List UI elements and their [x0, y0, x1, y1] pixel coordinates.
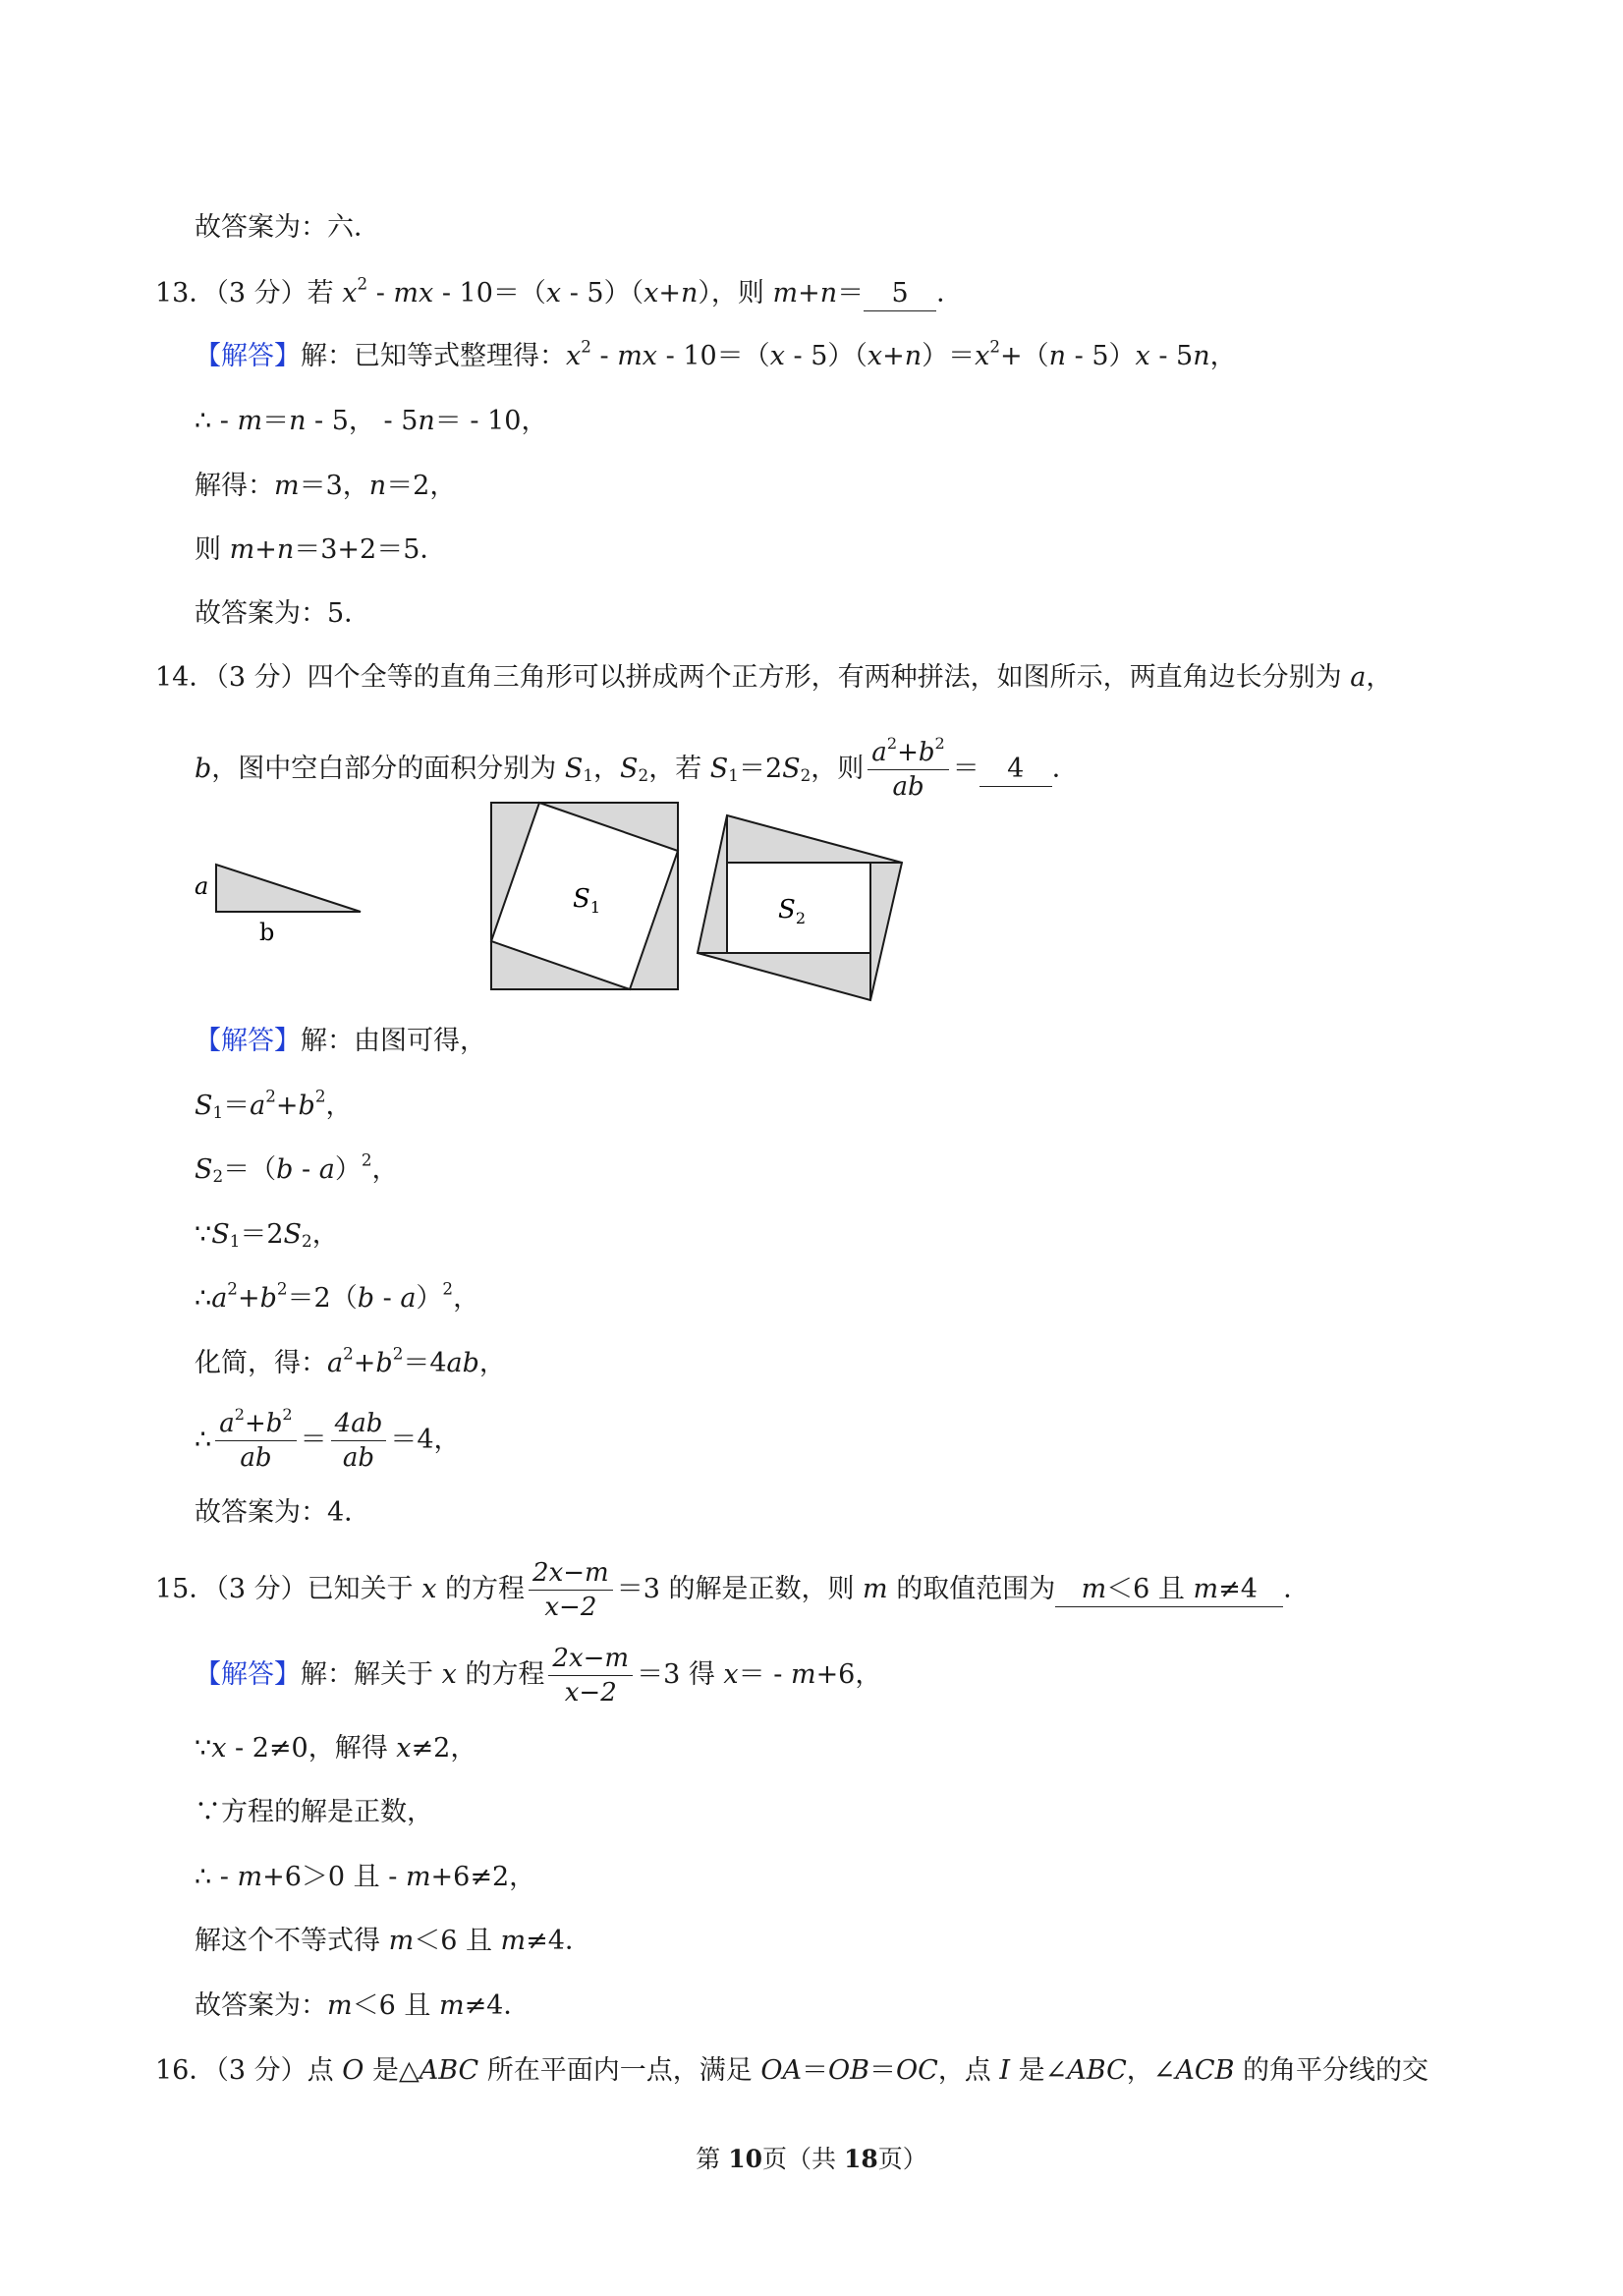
solution-13-line-5: 故答案为：5． — [195, 598, 371, 629]
inner-square-s2-shape — [727, 863, 870, 953]
solution-15-line-3: ∵方程的解是正数， — [195, 1797, 433, 1827]
solution-15-line-6: 故答案为：m＜6 且 m≠4． — [195, 1990, 531, 2021]
question-14-line-1: 14．（3 分）四个全等的直角三角形可以拼成两个正方形，有两种拼法，如图所示，两直角边长分别为 a， — [155, 662, 1393, 693]
solution-tag: 【解答】 — [195, 1659, 301, 1690]
right-triangle — [216, 865, 361, 912]
solution-13-line-3: 解得：m＝3，n＝2， — [195, 471, 457, 501]
fraction: $\frac{2x-m}{x-2}$ — [548, 1642, 633, 1709]
solution-14-line-6: 化简，得：$a^2+b^2=4ab$， — [195, 1343, 506, 1378]
solution-14-line-4: $\because S_1=2S_2$， — [195, 1219, 339, 1252]
page-number: 10 — [728, 2145, 762, 2173]
question-15: 15．（3 分）已知关于 x 的方程 $\frac{2x-m}{x-2}$ ＝3 的解是正数，则 m 的取值范围为 m＜6 且 m≠4 ． — [155, 1558, 1311, 1622]
label-a: a — [195, 872, 209, 900]
solution-14-line-1: 【解答】解：由图可得， — [195, 1026, 486, 1056]
answer-line-q12: 故答案为：六． — [195, 212, 380, 243]
question-16: 16．（3 分）点 O 是△ABC 所在平面内一点，满足 OA＝OB＝OC，点 I 是∠ABC，∠ACB 的角平分线的交 — [155, 2055, 1429, 2086]
solution-14-line-5: $\therefore a^2+b^2=2(b - a)^2$， — [195, 1278, 480, 1314]
solution-14-line-2: $S_1=a^2+b^2$， — [195, 1086, 353, 1123]
fraction: $\frac{2x-m}{x-2}$ — [529, 1556, 613, 1624]
solution-13-line-2: ∴ - m＝n - 5， - 5n＝ - 10， — [195, 406, 548, 436]
page-total: 18 — [843, 2145, 878, 2173]
question-13: 13．（3 分）若 $x^2$ - mx - 10＝（x - 5）（x+n），则 m+n＝ 5 ． — [155, 274, 963, 313]
label-s1: $S_1$ — [573, 884, 600, 917]
solution-15-line-5: 解这个不等式得 m＜6 且 m≠4． — [195, 1926, 591, 1956]
answer-blank: 5 — [864, 277, 936, 311]
solution-tag: 【解答】 — [195, 341, 301, 371]
label-s2: $S_2$ — [778, 895, 806, 927]
answer-blank: 4 — [979, 753, 1052, 787]
solution-15-line-2: ∵x - 2≠0，解得 x≠2， — [195, 1733, 477, 1764]
solution-14-line-8: 故答案为：4． — [195, 1497, 371, 1528]
solution-15-line-1: 【解答】解：解关于 x 的方程 $\frac{2x-m}{x-2}$ ＝3 得 x＝ - m+6， — [195, 1644, 882, 1708]
fraction: $\frac{a^2+b^2}{ab}$ — [215, 1407, 296, 1475]
page-footer: 第 10页（共 18页） — [696, 2145, 927, 2173]
solution-tag: 【解答】 — [195, 1026, 301, 1056]
fraction: $\frac{4ab}{ab}$ — [331, 1407, 387, 1475]
solution-15-line-4: ∴ - m+6＞0 且 - m+6≠2， — [195, 1862, 536, 1892]
fraction: $\frac{a^2+b^2}{ab}$ — [867, 736, 948, 804]
solution-13-line-4: 则 m+n＝3+2＝5． — [195, 534, 447, 565]
solution-13-line-1: 【解答】解：已知等式整理得：$x^2$ - mx - $10=(x - 5)(x+n)=x^2+(n - 5)x - 5n$， — [195, 336, 1237, 371]
answer-blank: m＜6 且 m≠4 — [1055, 1573, 1283, 1607]
label-b: b — [259, 919, 275, 946]
solution-14-line-3: $S_2=(b - a)^2$， — [195, 1149, 399, 1187]
question-14-line-2: b，图中空白部分的面积分别为 $S_1$，$S_2$，若 $S_1=2S_2$，则 $\frac{a^2+b^2}{ab}$ ＝ 4 ． — [195, 733, 1079, 802]
figure-14-square-2 — [688, 796, 933, 1012]
solution-14-line-7: ∴ $\frac{a^2+b^2}{ab}$ ＝ $\frac{4ab}{ab}$ ＝4， — [195, 1404, 461, 1473]
